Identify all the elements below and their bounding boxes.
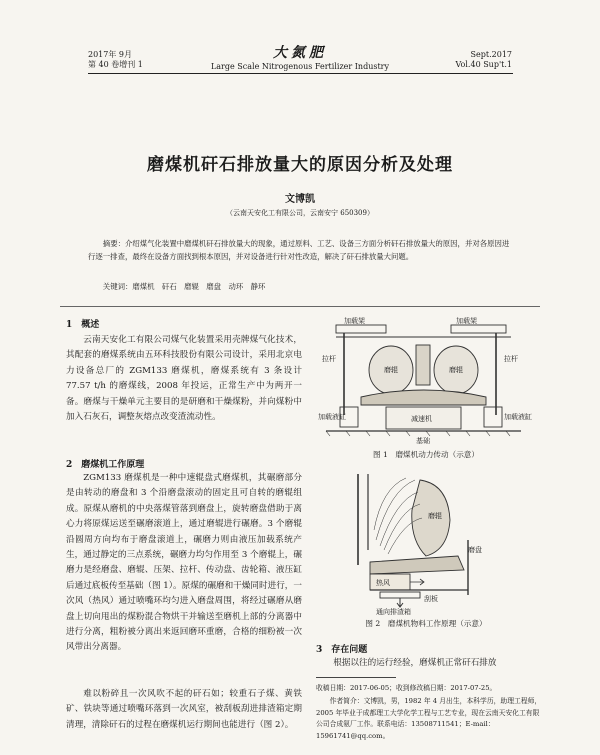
abstract: 摘要：介绍煤气化装置中磨煤机矸石排放量大的现象，通过原料、工艺、设备三方面分析矸石排放量大的原因，并对各原因进行逐一排查，最终在设备方面找到根本原因，并对设备进行针对性改造，解决了矸石排放量大问题。: [88, 239, 510, 261]
fig1-label-roller-right: 磨辊: [449, 366, 463, 374]
footnote-rule: [316, 677, 396, 678]
fig1-label-top-right: 加载架: [456, 317, 477, 325]
footnote-received: 收稿日期：2017-06-05；收到修改稿日期：2017-07-25。: [316, 684, 497, 692]
fig1-label-cyl-left: 加载液缸: [318, 413, 346, 421]
fig1-label-roller-left: 磨辊: [384, 366, 398, 374]
section-2-text-1: ZGM133 磨煤机是一种中速辊盘式磨煤机，其碾磨部分是由转动的磨盘和 3 个沿磨盘滚动的固定且可自转的磨辊组成。原煤从磨机的中央落煤管落到磨盘上，旋转磨盘借助于离心力将原煤运送至碾磨滚道上，通过磨辊进行碾磨。3 个磨辊沿圆周方向均布于磨盘滚道上，碾磨力则由液压加载系统产生，通过静定的三点系统，碾磨力均匀作用至 3 个磨辊上，碾磨力是经磨盘、磨辊、压架、拉杆、传动盘、齿轮箱、液压缸后通过底板传至基础（图 1）。原煤的碾磨和干燥同时进行，一次风（热风）通过喷嘴环均匀进入磨盘周围，将经过碾磨从磨盘上切向甩出的煤粉混合物烘干并输送至磨机上部的分离器中进行分离，粗粉被分离出来返回磨环重磨，合格的细粉被一次风带出分离器。: [66, 473, 302, 653]
fig1-label-top-left: 加载架: [344, 317, 365, 325]
section-2-text-2: 难以粉碎且一次风吹不起的矸石如；较重石子煤、黄铁矿、铁块等通过喷嘴环落到一次风室，被刮板刮进排渣箱定期清理，清除矸石的过程在磨煤机运行期间也能进行（图 2）。: [66, 689, 302, 730]
header-date-cn: 2017年 9月: [88, 50, 132, 59]
fig1-label-gearbox: 减速机: [411, 415, 432, 423]
section-2-title: 2 磨煤机工作原理: [66, 460, 145, 470]
figure-2-caption: 图 2 磨煤机物料工作原理（示意）: [365, 619, 487, 628]
keywords: 关键词：磨煤机 矸石 磨辊 磨盘 动环 静环: [102, 282, 266, 291]
journal-name-en: Large Scale Nitrogenous Fertilizer Industry: [210, 62, 390, 71]
header-volume-en: Vol.40 Sup't.1: [455, 60, 512, 69]
fig1-label-pull-left: 拉杆: [322, 355, 336, 363]
footnote-bio: 作者简介：文博凯，男，1982 年 4 月出生，本科学历，助理工程师，2005 年毕业于成都理工大学化学工程与工艺专业，现在云南天安化工有限公司合成氨厂工作。联系电话：13508711541；E-mail：15961741@qq.com。: [316, 697, 542, 740]
figure-1-caption: 图 1 磨煤机动力传动（示意）: [373, 450, 479, 459]
header-volume-cn: 第 40 卷增刊 1: [88, 60, 143, 69]
journal-name-cn: 大氮肥: [273, 45, 327, 61]
header-rule: [88, 73, 513, 74]
scraper: [380, 592, 420, 598]
article-affiliation: （云南天安化工有限公司，云南安宁 650309）: [226, 209, 374, 217]
article-title: 磨煤机矸石排放量大的原因分析及处理: [147, 155, 453, 175]
fig1-label-pull-right: 拉杆: [504, 355, 518, 363]
loading-frame-left: [336, 325, 386, 333]
article-author: 文博凯: [285, 194, 315, 205]
divider: [60, 306, 540, 307]
section-1-title: 1 概述: [66, 320, 100, 330]
fig2-label-scraper: 刮板: [424, 595, 438, 603]
fig2-label-slag: 通向排渣箱: [376, 608, 411, 615]
fig2-label-hot-air: 热风: [376, 579, 390, 587]
fig2-label-roller: 磨辊: [428, 512, 442, 520]
grinding-plate: [361, 390, 486, 405]
fig1-label-cyl-right: 加载液缸: [504, 413, 532, 421]
fig2-label-plate: 磨盘: [468, 546, 482, 554]
header-date-en: Sept.2017: [470, 50, 512, 59]
section-3-title: 3 存在问题: [316, 645, 368, 655]
figure-1-diagram: [316, 315, 536, 445]
grinding-plate: [370, 556, 464, 574]
section-3-text: 根据以往的运行经验，磨煤机正常矸石排放: [333, 658, 497, 668]
cylinder-right: [484, 407, 502, 427]
loading-frame-right: [451, 325, 506, 333]
section-1-text: 云南天安化工有限公司煤气化装置采用壳牌煤气化技术，其配套的磨煤系统由五环科技股份有限公司设计，采用北京电力设备总厂的 ZGM133 磨煤机，磨煤系统有 3 条设计 77.57 t/h 的磨煤线，2008 年投运，正常生产中为两开一备。磨煤与干燥单元主要目的是研磨和干燥煤粉，并向煤粉中加入石灰石，调整灰熔点改变渣流动性。: [66, 335, 302, 423]
fig1-label-base: 基础: [416, 437, 430, 445]
figure-2-diagram: [340, 470, 510, 615]
